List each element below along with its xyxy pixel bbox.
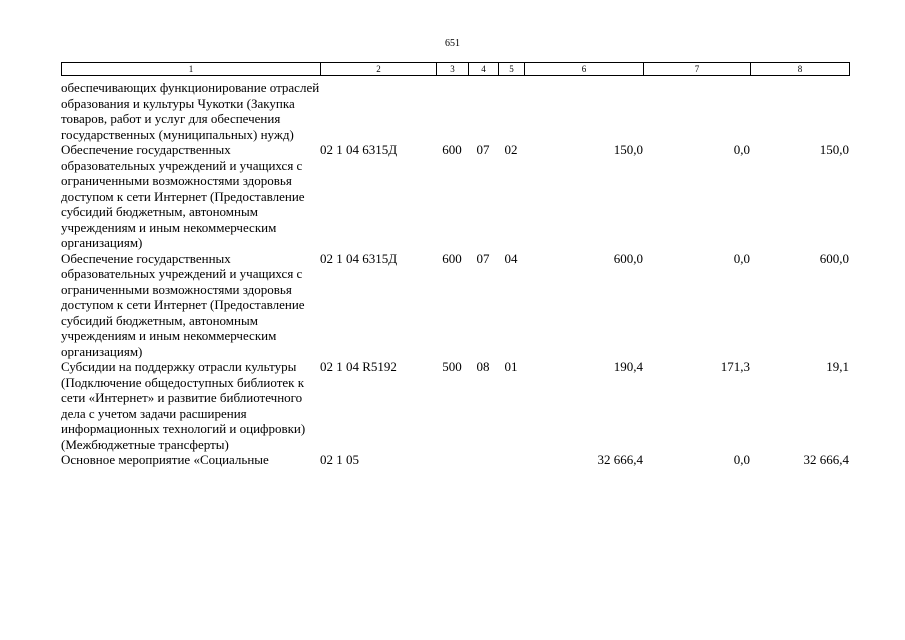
row-federal: 0,0 (733, 250, 750, 266)
row-code: 02 1 04 6315Д (320, 250, 398, 266)
row-pr (498, 452, 524, 468)
table-row (61, 142, 849, 251)
row-regional: 600,0 (819, 250, 849, 266)
row-total (524, 80, 643, 142)
row-rz: 08 (476, 359, 490, 374)
row-federal: 171,3 (720, 359, 750, 374)
row-federal (643, 80, 750, 142)
page-number: 651 (445, 38, 460, 49)
row-code: 02 1 05 (320, 452, 359, 467)
column-header-3: 3 (437, 63, 469, 76)
row-pr: 02 (504, 142, 518, 157)
row-regional: 19,1 (826, 359, 849, 374)
column-header-6: 6 (525, 63, 644, 76)
row-name: Субсидии на поддержку отрасли культуры (Подключение общедоступных библиотек к сети «Интернет» и развитие библиотечного дела с учетом задачи расширения информационных технологий и оцифровки) (Межбюджетные трансферты) (61, 359, 306, 452)
table-row (61, 359, 849, 452)
column-header-row (61, 62, 850, 76)
row-code: 02 1 04 6315Д (320, 142, 398, 157)
row-name: Обеспечение государственных образовательных учреждений и учащихся с ограниченными возможностями здоровья доступом к сети Интернет (Предоставление субсидий бюджетным, автономным учреждениям и иным некоммерческим организациям) (61, 250, 305, 359)
row-federal: 0,0 (733, 452, 750, 467)
row-code: 02 1 04 R5192 (320, 359, 397, 374)
row-name: обеспечивающих функционирование отраслей образования и культуры Чукотки (Закупка товаров, работ и услуг для обеспечения государственных (муниципальных) нужд) (61, 80, 320, 142)
row-total: 190,4 (613, 359, 643, 374)
row-total: 32 666,4 (597, 452, 643, 467)
column-header-4: 4 (469, 63, 499, 76)
row-vr: 600 (442, 142, 462, 157)
row-name: Основное мероприятие «Социальные (61, 452, 269, 467)
row-rz (468, 80, 498, 142)
row-rz (468, 452, 498, 468)
row-total: 150,0 (613, 142, 643, 157)
row-vr (436, 80, 468, 142)
row-rz: 07 (476, 250, 490, 266)
table-row (61, 452, 849, 468)
row-regional (750, 80, 849, 142)
row-pr (498, 80, 524, 142)
column-header-7: 7 (644, 63, 751, 76)
row-vr: 600 (442, 250, 462, 266)
row-rz: 07 (476, 142, 490, 157)
column-header-2: 2 (321, 63, 437, 76)
row-pr: 01 (504, 359, 518, 374)
row-name: Обеспечение государственных образовательных учреждений и учащихся с ограниченными возможностями здоровья доступом к сети Интернет (Предоставление субсидий бюджетным, автономным учреждениям и иным некоммерческим организациям) (61, 142, 305, 250)
row-code (320, 80, 436, 142)
row-regional: 32 666,4 (803, 452, 849, 467)
column-header-5: 5 (499, 63, 525, 76)
row-vr (436, 452, 468, 468)
row-regional: 150,0 (819, 142, 849, 157)
budget-table (61, 80, 849, 468)
table-row (61, 80, 849, 142)
table-row (61, 251, 849, 360)
row-federal: 0,0 (733, 142, 750, 157)
column-header-8: 8 (751, 63, 850, 76)
row-total: 600,0 (613, 250, 643, 266)
column-header-1: 1 (62, 63, 321, 76)
row-vr: 500 (442, 359, 462, 374)
row-pr: 04 (504, 250, 518, 266)
